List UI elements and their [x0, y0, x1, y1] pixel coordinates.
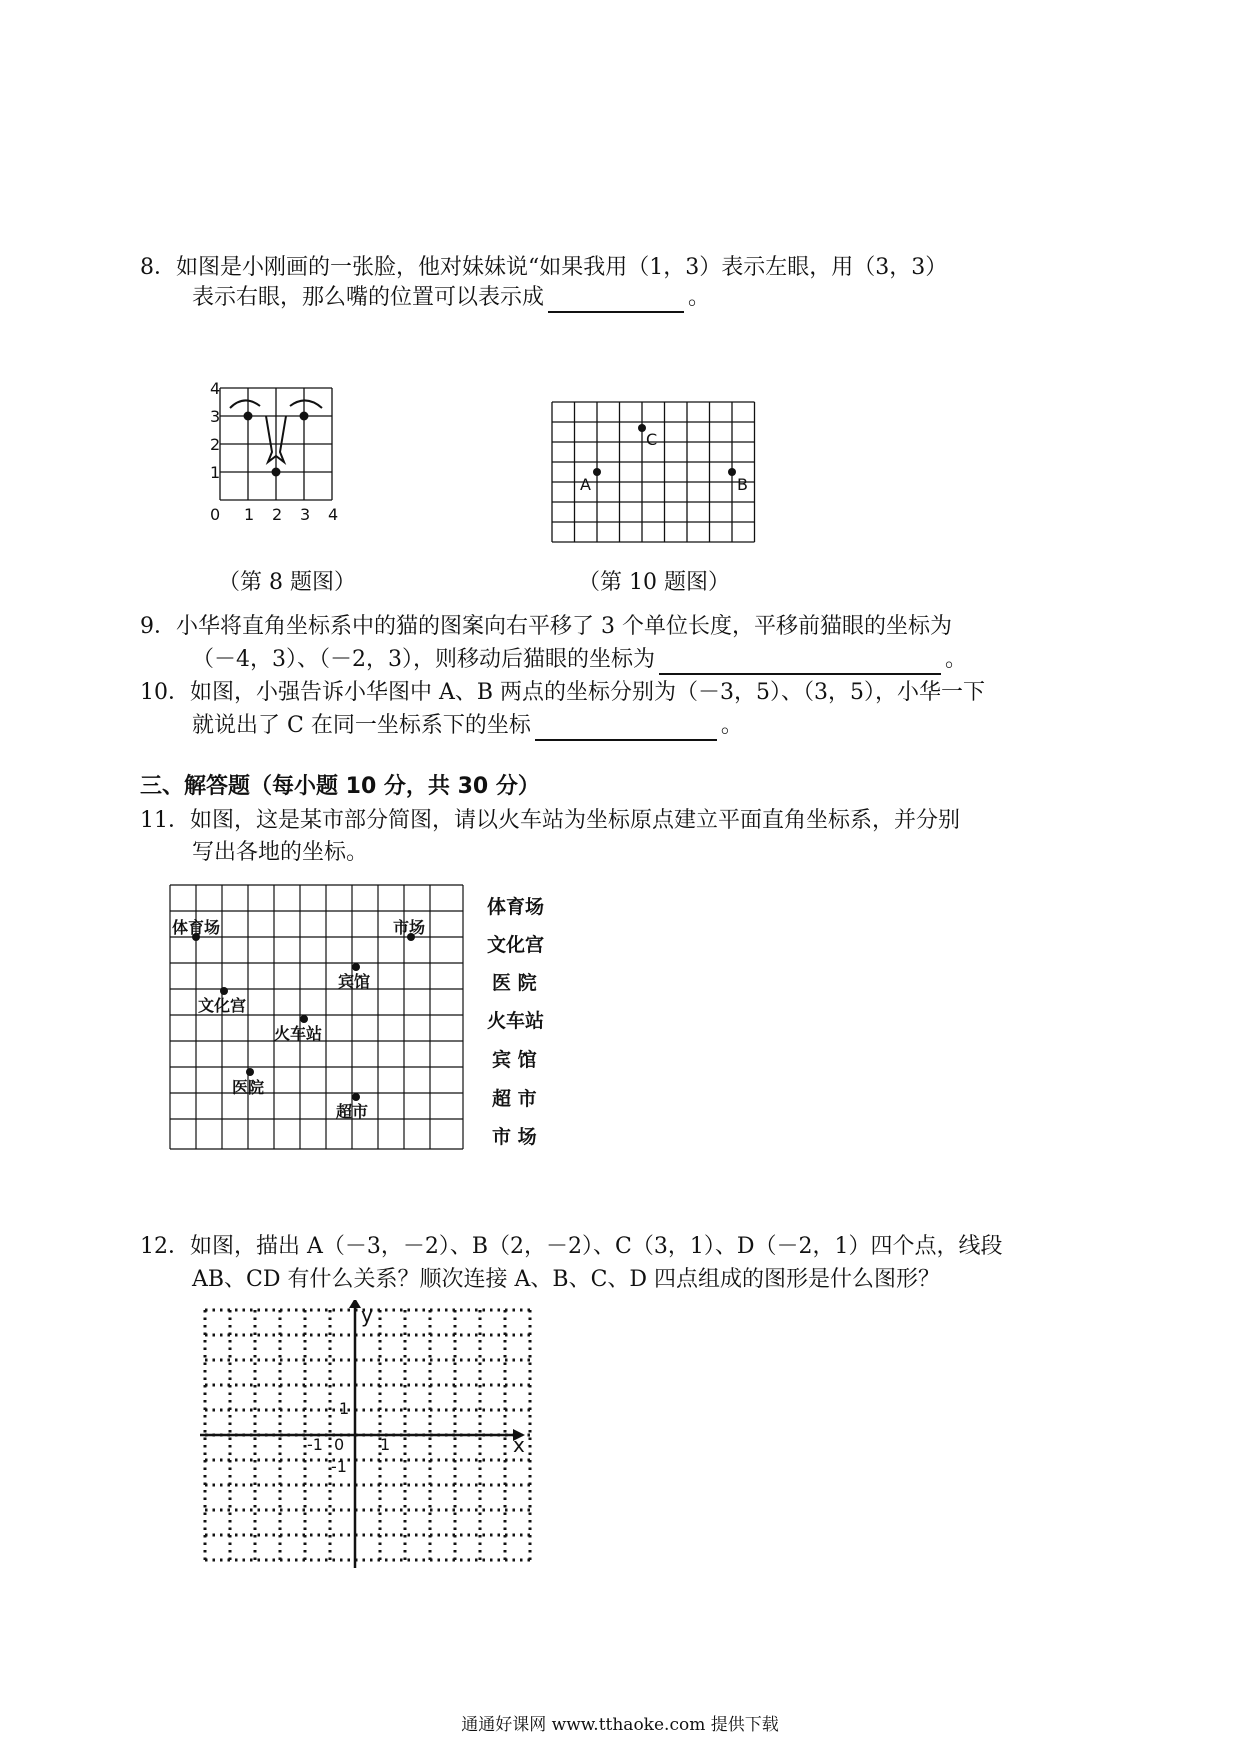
point-wenhuagong — [220, 987, 228, 995]
point-chaoshi — [352, 1093, 360, 1101]
q9-line2-text: （－4，3）、（－2，3），则移动后猫眼的坐标为 — [192, 647, 655, 672]
axis-label-y: y — [361, 1303, 373, 1327]
legend-item-3: 医 院 — [492, 972, 537, 994]
q10-line1: 10．如图，小强告诉小华图中 A、B 两点的坐标分别为（－3，5）、（3，5），小华一下 — [140, 680, 986, 705]
right-eye-point — [300, 412, 309, 421]
legend-item-5: 宾 馆 — [492, 1049, 537, 1071]
q9-answer-blank[interactable] — [659, 649, 941, 675]
legend-item-6: 超 市 — [492, 1088, 537, 1110]
legend-item-4: 火车站 — [487, 1010, 545, 1032]
q10-line2 — [192, 711, 743, 741]
map-label-binguan: 宾馆 — [338, 972, 371, 991]
page-footer: 通通好课网 www.tthaoke.com 提供下载 — [461, 1715, 779, 1735]
mouth-point — [272, 468, 281, 477]
q11-map-figure — [168, 883, 468, 1153]
q12-line2: AB、CD 有什么关系？顺次连接 A、B、C、D 四点组成的图形是什么图形？ — [192, 1267, 941, 1292]
x-tick-3: 3 — [300, 505, 311, 524]
q10-caption: （第 10 题图） — [578, 570, 730, 595]
map-label-shichang: 市场 — [393, 918, 426, 937]
tick-x-1: 1 — [380, 1435, 391, 1454]
q12-coordinate-plane — [195, 1300, 540, 1570]
legend-item-1: 体育场 — [487, 896, 545, 918]
map-label-tiyuchang: 体育场 — [172, 918, 221, 937]
legend-item-2: 文化宫 — [487, 934, 545, 956]
map-label-chaoshi: 超市 — [336, 1102, 369, 1121]
point-huochezhan — [300, 1015, 308, 1023]
label-b: B — [737, 475, 748, 494]
section-3-title: 三、解答题（每小题 10 分，共 30 分） — [140, 774, 540, 799]
q9-end: 。 — [945, 647, 968, 672]
label-c: C — [646, 430, 658, 449]
q11-line2: 写出各地的坐标。 — [192, 840, 369, 865]
y-tick-4: 4 — [210, 380, 221, 398]
x-tick-2: 2 — [272, 505, 283, 524]
q9-line2 — [192, 645, 967, 675]
q10-line2-text: 就说出了 C 在同一坐标系下的坐标 — [192, 713, 531, 738]
label-a: A — [580, 475, 591, 494]
q8-face-figure — [210, 380, 370, 540]
point-a — [593, 468, 601, 476]
tick-y-1: 1 — [339, 1399, 350, 1418]
axis-label-x: x — [513, 1433, 525, 1457]
origin-label: 0 — [334, 1435, 345, 1454]
y-tick-2: 2 — [210, 435, 221, 454]
q8-answer-blank[interactable] — [548, 287, 684, 313]
y-tick-3: 3 — [210, 407, 221, 426]
q8-line2 — [192, 283, 710, 313]
y-tick-1: 1 — [210, 463, 221, 482]
q8-line2-text: 表示右眼，那么嘴的位置可以表示成 — [192, 285, 545, 310]
q8-line1: 8．如图是小刚画的一张脸，他对妹妹说“如果我用（1，3）表示左眼，用（3，3） — [140, 255, 948, 280]
q10-grid-figure — [550, 400, 760, 545]
q11-line1: 11．如图，这是某市部分简图，请以火车站为坐标原点建立平面直角坐标系，并分别 — [140, 808, 960, 833]
point-yiyuan — [246, 1068, 254, 1076]
map-label-huochezhan: 火车站 — [274, 1024, 323, 1043]
legend-item-7: 市 场 — [492, 1126, 537, 1148]
left-eye-point — [244, 412, 253, 421]
q10-end: 。 — [720, 713, 743, 738]
q12-line1: 12．如图，描出 A（－3，－2）、B（2，－2）、C（3，1）、D（－2，1）四个点，线段 — [140, 1234, 1003, 1259]
point-b — [728, 468, 736, 476]
q10-answer-blank[interactable] — [535, 715, 717, 741]
y-axis-arrow-icon — [349, 1300, 361, 1308]
q8-end: 。 — [688, 285, 711, 310]
x-tick-1: 1 — [244, 505, 255, 524]
q9-line1: 9．小华将直角坐标系中的猫的图案向右平移了 3 个单位长度，平移前猫眼的坐标为 — [140, 614, 952, 639]
tick-y-neg1: -1 — [331, 1457, 347, 1476]
map-label-wenhuagong: 文化宫 — [198, 996, 247, 1015]
point-c — [638, 424, 646, 432]
x-tick-0: 0 — [210, 505, 221, 524]
point-binguan — [352, 963, 360, 971]
x-tick-4: 4 — [328, 505, 339, 524]
q8-caption: （第 8 题图） — [218, 570, 356, 595]
map-label-yiyuan: 医院 — [232, 1078, 265, 1097]
tick-x-neg1: -1 — [307, 1435, 323, 1454]
